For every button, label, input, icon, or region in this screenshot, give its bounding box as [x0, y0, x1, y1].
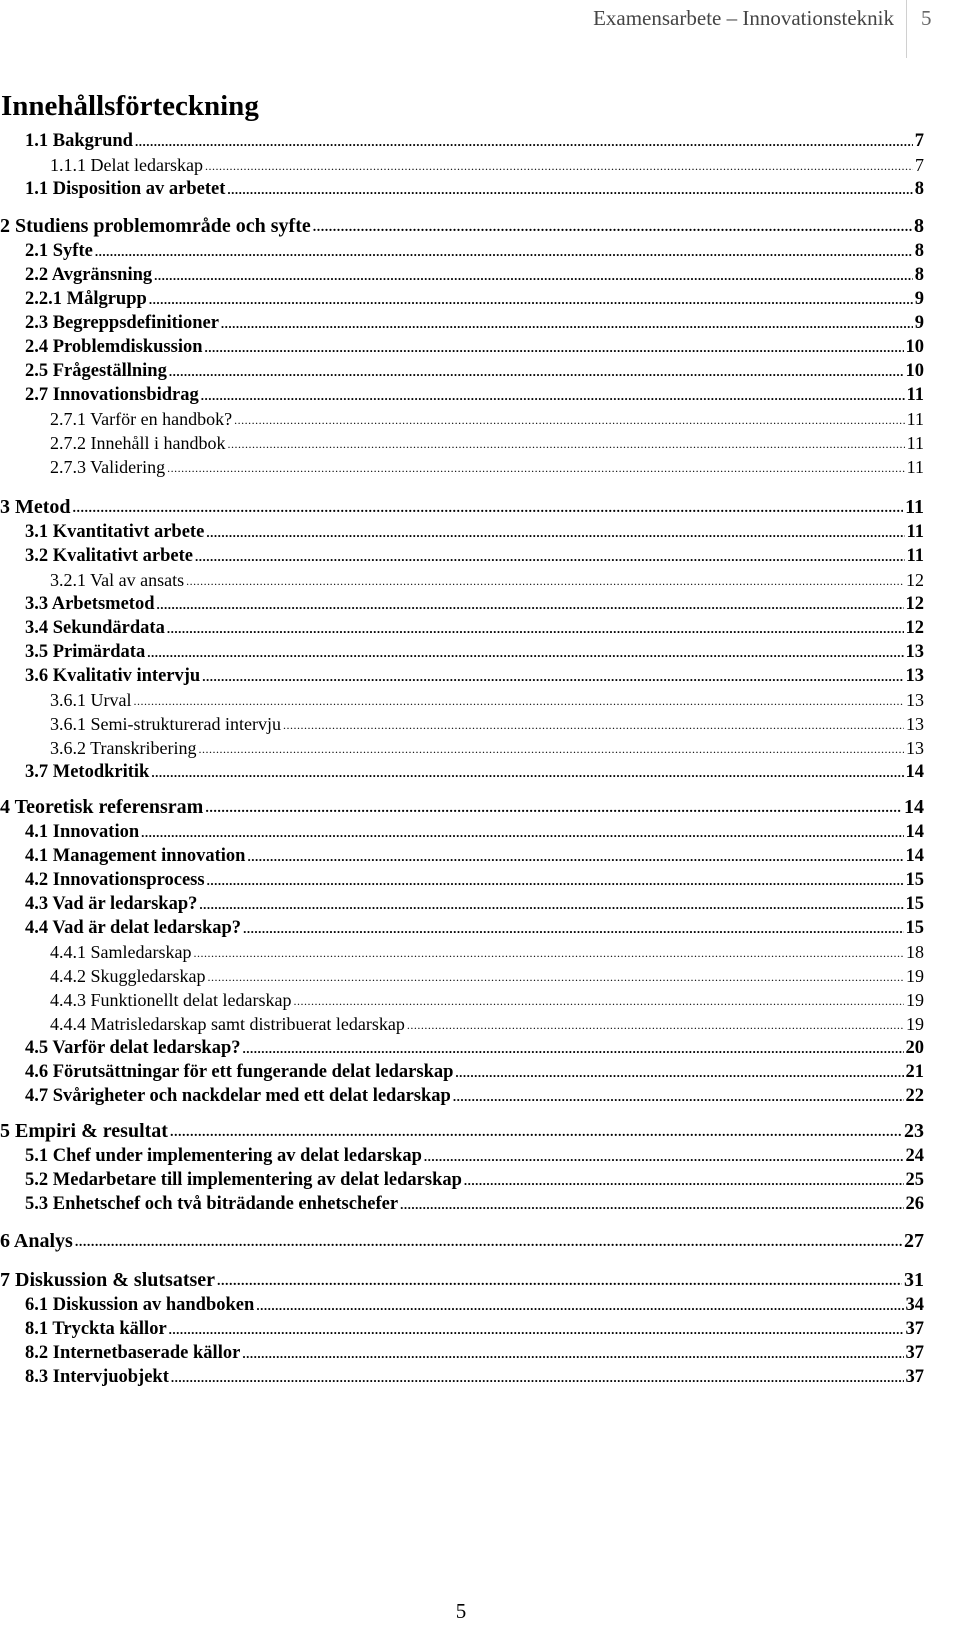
toc-entry[interactable] [50, 711, 924, 735]
toc-entry[interactable] [50, 454, 924, 478]
toc-entry-label: 4.3 Vad är ledarskap? [25, 894, 198, 914]
toc-entry[interactable] [25, 262, 924, 286]
toc-entry[interactable] [0, 1119, 924, 1143]
toc-entry-label: 7 Diskussion & slutsatser [0, 1269, 216, 1291]
dot-leader [186, 567, 904, 591]
toc-entry-page: 37 [905, 1343, 924, 1363]
toc-entry-page: 11 [906, 546, 924, 566]
toc-entry[interactable] [0, 1268, 924, 1292]
toc-entry-page: 26 [905, 1194, 924, 1214]
toc-entry[interactable] [0, 214, 924, 238]
dot-leader [169, 1316, 904, 1340]
dot-leader [199, 735, 904, 759]
toc-entry-label: 6.1 Diskussion av handboken [25, 1295, 255, 1315]
toc-entry-label: 8.1 Tryckta källor [25, 1319, 167, 1339]
toc-entry[interactable] [25, 915, 924, 939]
dot-leader [167, 454, 905, 478]
toc-entry[interactable] [25, 1143, 924, 1167]
dot-leader [141, 819, 903, 843]
dot-leader [205, 795, 902, 819]
toc-entry-label: 1.1 Disposition av arbetet [25, 179, 226, 199]
toc-entry-page: 11 [905, 496, 924, 518]
dot-leader [149, 286, 913, 310]
toc-entry-label: 3.6.2 Transkribering [50, 738, 197, 758]
toc-entry-label: 4.4.1 Samledarskap [50, 942, 192, 962]
toc-entry[interactable] [50, 406, 924, 430]
toc-entry[interactable] [25, 1340, 924, 1364]
toc-entry-page: 13 [906, 690, 924, 710]
toc-entry-page: 7 [915, 155, 924, 175]
toc-entry-label: 2.5 Frågeställning [25, 361, 167, 381]
dot-leader [73, 495, 904, 519]
toc-entry-page: 11 [906, 522, 924, 542]
toc-entry-page: 19 [906, 1014, 924, 1034]
toc-entry-page: 20 [905, 1038, 924, 1058]
dot-leader [133, 687, 904, 711]
toc-entry-label: 6 Analys [0, 1230, 73, 1252]
toc-heading: Innehållsförteckning [1, 90, 259, 122]
dot-leader [202, 663, 903, 687]
toc-entry-label: 3.6 Kvalitativ intervju [25, 666, 201, 686]
toc-entry-label: 3.2.1 Val av ansats [50, 570, 185, 590]
toc-entry-label: 8.2 Internetbaserade källor [25, 1343, 241, 1363]
toc-entry-label: 2.3 Begreppsdefinitioner [25, 313, 219, 333]
dot-leader [199, 891, 903, 915]
toc-entry[interactable] [50, 687, 924, 711]
dot-leader [455, 1059, 903, 1083]
dot-leader [151, 759, 903, 783]
toc-entry[interactable] [25, 759, 924, 783]
toc-entry[interactable] [25, 591, 924, 615]
toc-entry[interactable] [25, 1316, 924, 1340]
toc-entry[interactable] [25, 615, 924, 639]
toc-entry[interactable] [50, 567, 924, 591]
toc-entry-label: 3.5 Primärdata [25, 642, 146, 662]
dot-leader [156, 591, 903, 615]
toc-entry-label: 3.1 Kvantitativt arbete [25, 522, 205, 542]
toc-entry-label: 5.3 Enhetschef och två biträdande enhetschefer [25, 1194, 399, 1214]
toc-entry-page: 21 [905, 1062, 924, 1082]
dot-leader [400, 1191, 903, 1215]
toc-entry-label: 2.7.3 Validering [50, 457, 166, 477]
toc-entry-label: 2.7.2 Innehåll i handbok [50, 433, 226, 453]
toc-entry[interactable] [25, 519, 924, 543]
toc-entry[interactable] [25, 867, 924, 891]
toc-entry-page: 8 [914, 265, 924, 285]
toc-entry-page: 34 [905, 1295, 924, 1315]
toc-entry-page: 31 [904, 1269, 924, 1291]
dot-leader [75, 1229, 902, 1253]
toc-entry-label: 4.4.3 Funktionellt delat ledarskap [50, 990, 292, 1010]
toc-entry[interactable] [25, 176, 924, 200]
dot-leader [234, 406, 905, 430]
dot-leader [154, 262, 913, 286]
toc-entry-page: 8 [914, 179, 924, 199]
toc-entry-label: 8.3 Intervjuobjekt [25, 1367, 169, 1387]
toc-entry[interactable] [50, 430, 924, 454]
toc-entry[interactable] [25, 1292, 924, 1316]
toc-entry[interactable] [25, 334, 924, 358]
toc-entry[interactable] [25, 843, 924, 867]
toc-entry-page: 14 [904, 796, 924, 818]
dot-leader [243, 1035, 904, 1059]
dot-leader [243, 915, 903, 939]
toc-entry-page: 11 [906, 457, 924, 477]
toc-entry[interactable] [0, 1229, 924, 1253]
toc-entry[interactable] [25, 128, 924, 152]
toc-entry[interactable] [25, 543, 924, 567]
toc-entry[interactable] [50, 1011, 924, 1035]
dot-leader [205, 152, 913, 176]
toc-entry-label: 2.7 Innovationsbidrag [25, 385, 199, 405]
toc-entry-page: 27 [904, 1230, 924, 1252]
toc-entry-page: 14 [905, 846, 924, 866]
toc-entry[interactable] [25, 1364, 924, 1388]
toc-entry-page: 37 [905, 1319, 924, 1339]
dot-leader [453, 1083, 904, 1107]
toc-entry[interactable] [25, 1083, 924, 1107]
toc-entry-label: 2 Studiens problemområde och syfte [0, 215, 311, 237]
toc-entry-label: 4.4.4 Matrisledarskap samt distribuerat ledarskap [50, 1014, 405, 1034]
toc-entry-page: 25 [905, 1170, 924, 1190]
dot-leader [293, 987, 904, 1011]
toc-entry[interactable] [25, 382, 924, 406]
toc-entry[interactable] [25, 1035, 924, 1059]
dot-leader [193, 939, 904, 963]
dot-leader [217, 1268, 902, 1292]
dot-leader [227, 430, 904, 454]
toc-entry-label: 3.3 Arbetsmetod [25, 594, 155, 614]
toc-entry-label: 2.2.1 Målgrupp [25, 289, 147, 309]
toc-entry-label: 4.7 Svårigheter och nackdelar med ett delat ledarskap [25, 1086, 451, 1106]
toc-entry-page: 13 [906, 714, 924, 734]
header-page-number: 5 [921, 6, 932, 30]
toc-entry-label: 4.2 Innovationsprocess [25, 870, 205, 890]
dot-leader [407, 1011, 904, 1035]
header-divider [906, 0, 907, 58]
toc-entry[interactable] [0, 495, 924, 519]
dot-leader [195, 543, 905, 567]
dot-leader [201, 382, 905, 406]
toc-entry-page: 7 [914, 131, 924, 151]
dot-leader [464, 1167, 904, 1191]
toc-entry-label: 4.5 Varför delat ledarskap? [25, 1038, 241, 1058]
toc-entry-label: 2.7.1 Varför en handbok? [50, 409, 233, 429]
toc-entry-page: 10 [905, 361, 924, 381]
dot-leader [242, 1340, 903, 1364]
toc-entry[interactable] [50, 963, 924, 987]
toc-entry-label: 2.4 Problemdiskussion [25, 337, 203, 357]
dot-leader [135, 128, 913, 152]
toc-entry-page: 15 [905, 918, 924, 938]
running-header-title: Examensarbete – Innovationsteknik [593, 6, 894, 30]
toc-entry-page: 24 [905, 1146, 924, 1166]
toc-entry-page: 8 [914, 241, 924, 261]
toc-entry-page: 18 [906, 942, 924, 962]
toc-entry-page: 19 [906, 990, 924, 1010]
toc-entry-page: 37 [905, 1367, 924, 1387]
toc-entry-label: 4.6 Förutsättningar för ett fungerande delat ledarskap [25, 1062, 454, 1082]
toc-entry-page: 14 [905, 762, 924, 782]
toc-entry-label: 4.4 Vad är delat ledarskap? [25, 918, 242, 938]
toc-entry-label: 4.1 Innovation [25, 822, 140, 842]
toc-entry-page: 8 [914, 215, 924, 237]
toc-entry-label: 3.6.1 Semi-strukturerad intervju [50, 714, 281, 734]
toc-entry-page: 12 [906, 570, 924, 590]
toc-entry-label: 1.1.1 Delat ledarskap [50, 155, 203, 175]
dot-leader [313, 214, 912, 238]
toc-entry[interactable] [0, 795, 924, 819]
toc-entry[interactable] [25, 1167, 924, 1191]
dot-leader [170, 1119, 902, 1143]
toc-entry[interactable] [25, 819, 924, 843]
toc-entry-label: 5 Empiri & resultat [0, 1120, 168, 1142]
toc-entry[interactable] [25, 1191, 924, 1215]
toc-entry-label: 5.1 Chef under implementering av delat ledarskap [25, 1146, 422, 1166]
dot-leader [207, 867, 904, 891]
toc-entry-label: 3.4 Sekundärdata [25, 618, 165, 638]
dot-leader [256, 1292, 903, 1316]
toc-entry[interactable] [50, 939, 924, 963]
dot-leader [221, 310, 913, 334]
toc-entry[interactable] [25, 891, 924, 915]
toc-entry-label: 4 Teoretisk referensram [0, 796, 204, 818]
dot-leader [169, 358, 904, 382]
footer-page-number: 5 [455, 1599, 467, 1623]
toc-entry-page: 13 [906, 738, 924, 758]
toc-entry-page: 9 [914, 313, 924, 333]
dot-leader [424, 1143, 904, 1167]
dot-leader [227, 176, 912, 200]
toc-entry-page: 9 [914, 289, 924, 309]
toc-entry-label: 4.4.2 Skuggledarskap [50, 966, 206, 986]
toc-entry-page: 11 [906, 409, 924, 429]
toc-entry[interactable] [25, 310, 924, 334]
dot-leader [147, 639, 903, 663]
dot-leader [207, 963, 904, 987]
page-header [0, 0, 960, 44]
dot-leader [283, 711, 904, 735]
dot-leader [171, 1364, 904, 1388]
toc-entry[interactable] [50, 152, 924, 176]
toc-entry-label: 2.2 Avgränsning [25, 265, 153, 285]
toc-entry-label: 2.1 Syfte [25, 241, 93, 261]
toc-entry[interactable] [25, 358, 924, 382]
toc-entry[interactable] [25, 1059, 924, 1083]
toc-entry-page: 14 [905, 822, 924, 842]
toc-entry-label: 4.1 Management innovation [25, 846, 246, 866]
toc-entry[interactable] [50, 987, 924, 1011]
toc-entry-label: 3 Metod [0, 496, 71, 518]
toc-entry-page: 10 [905, 337, 924, 357]
toc-entry[interactable] [50, 735, 924, 759]
dot-leader [167, 615, 904, 639]
toc-entry-label: 5.2 Medarbetare till implementering av delat ledarskap [25, 1170, 462, 1190]
toc-entry-page: 19 [906, 966, 924, 986]
toc-entry-label: 3.2 Kvalitativt arbete [25, 546, 193, 566]
toc-entry-page: 23 [904, 1120, 924, 1142]
toc-entry-page: 11 [906, 385, 924, 405]
toc-entry-page: 12 [905, 594, 924, 614]
toc-entry[interactable] [25, 238, 924, 262]
dot-leader [206, 519, 904, 543]
toc-entry-page: 12 [905, 618, 924, 638]
toc-entry-label: 1.1 Bakgrund [25, 131, 133, 151]
toc-entry-label: 3.7 Metodkritik [25, 762, 150, 782]
toc-entry-page: 11 [906, 433, 924, 453]
toc-entry-page: 13 [905, 642, 924, 662]
dot-leader [247, 843, 903, 867]
toc-entry-page: 13 [905, 666, 924, 686]
toc-entry-page: 15 [905, 894, 924, 914]
toc-entry[interactable] [25, 286, 924, 310]
toc-entry[interactable] [25, 663, 924, 687]
dot-leader [95, 238, 913, 262]
dot-leader [205, 334, 904, 358]
toc-entry-label: 3.6.1 Urval [50, 690, 132, 710]
toc-entry-page: 15 [905, 870, 924, 890]
toc-entry[interactable] [25, 639, 924, 663]
toc-entry-page: 22 [905, 1086, 924, 1106]
